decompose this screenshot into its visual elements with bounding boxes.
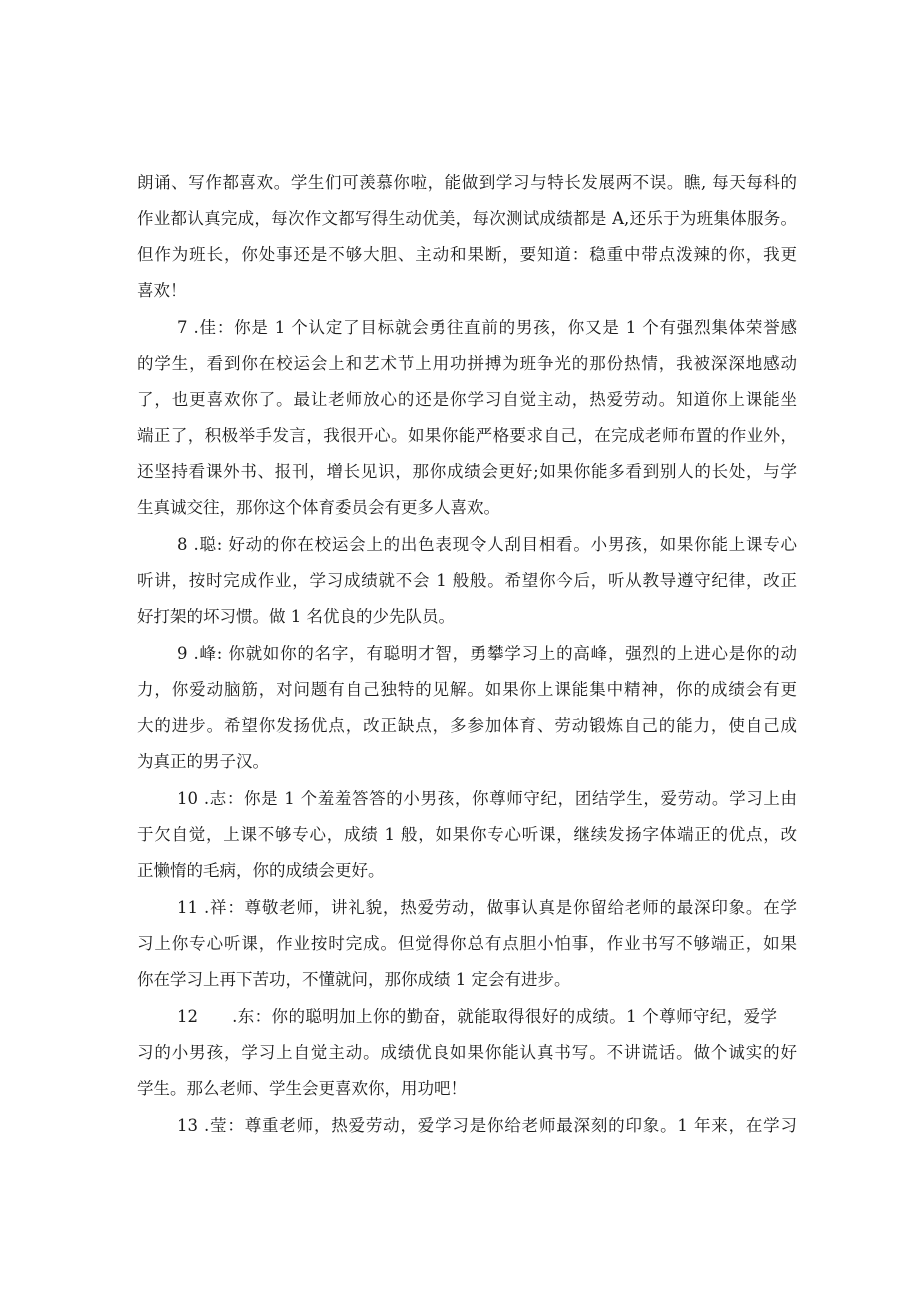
text-line: 生真诚交往，那你这个体育委员会有更多人喜欢。 <box>137 498 500 517</box>
paragraph-7-line: 7 .佳：你是 1 个认定了目标就会勇往直前的男孩，你又是 1 个有强烈集体荣誉感 <box>177 318 797 337</box>
text-line: 好打架的坏习惯。做 1 名优良的少先队员。 <box>137 607 455 626</box>
paragraph-10-line: 10 .志：你是 1 个羞羞答答的小男孩，你尊师守纪，团结学生，爱劳动。学习上由 <box>177 789 797 808</box>
paragraph-11-line: 11 .祥：尊敬老师，讲礼貌，热爱劳动，做事认真是你留给老师的最深印象。在学 <box>177 898 797 917</box>
text-line: 了，也更喜欢你了。最让老师放心的还是你学习自觉主动，热爱劳动。知道你上课能坐 <box>137 390 797 409</box>
text-line: 端正了，积极举手发言，我很开心。如果你能严格要求自己，在完成老师布置的作业外， <box>137 426 797 445</box>
text-line: 习上你专心听课，作业按时完成。但觉得你总有点胆小怕事，作业书写不够端正，如果 <box>137 934 797 953</box>
text-line: 为真正的男子汉。 <box>137 752 269 771</box>
text-line: 力，你爱动脑筋，对问题有自己独特的见解。如果你上课能集中精神，你的成绩会有更 <box>137 680 797 699</box>
text-line: 大的进步。希望你发扬优点，改正缺点，多参加体育、劳动锻炼自己的能力，使自己成 <box>137 716 797 735</box>
text-line: 习的小男孩，学习上自觉主动。成绩优良如果你能认真书写。不讲谎话。做个诚实的好 <box>137 1043 797 1062</box>
text-line: 你在学习上再下苦功，不懂就问，那你成绩 1 定会有进步。 <box>137 970 571 989</box>
text-line: 但作为班长，你处事还是不够大胆、主动和果断，要知道：稳重中带点泼辣的你，我更 <box>137 245 797 264</box>
text-line: 喜欢！ <box>137 281 187 300</box>
paragraph-8-line: 8 .聪: 好动的你在校运会上的出色表现令人刮目相看。小男孩，如果你能上课专心 <box>177 535 797 554</box>
text-line: 的学生，看到你在校运会上和艺术节上用功拼搏为班争光的那份热情，我被深深地感动 <box>137 354 797 373</box>
text-line: 听讲，按时完成作业，学习成绩就不会 1 般般。希望你今后，听从教导遵守纪律，改正 <box>137 571 797 590</box>
text-line: 于欠自觉，上课不够专心，成绩 1 般，如果你专心听课，继续发扬字体端正的优点，改 <box>137 825 797 844</box>
paragraph-9-line: 9 .峰: 你就如你的名字，有聪明才智，勇攀学习上的高峰，强烈的上进心是你的动 <box>177 644 797 663</box>
text-line: 朗诵、写作都喜欢。学生们可羡慕你啦，能做到学习与特长发展两不误。瞧, 每天每科的 <box>137 173 797 192</box>
text-line: 学生。那么老师、学生会更喜欢你，用功吧！ <box>137 1079 467 1098</box>
text-line: 作业都认真完成，每次作文都写得生动优美，每次测试成绩都是 A,还乐于为班集体服务。 <box>137 209 797 228</box>
text-line: 正懒惰的毛病，你的成绩会更好。 <box>137 861 385 880</box>
paragraph-13-line: 13 .莹：尊重老师，热爱劳动，爱学习是你给老师最深刻的印象。1 年来，在学习 <box>177 1116 797 1135</box>
paragraph-12-line: 12 .东：你的聪明加上你的勤奋，就能取得很好的成绩。1 个尊师守纪，爱学 <box>177 1007 777 1026</box>
text-line: 还坚持看课外书、报刊，增长见识，那你成绩会更好;如果你能多看到别人的长处，与学 <box>137 462 797 481</box>
